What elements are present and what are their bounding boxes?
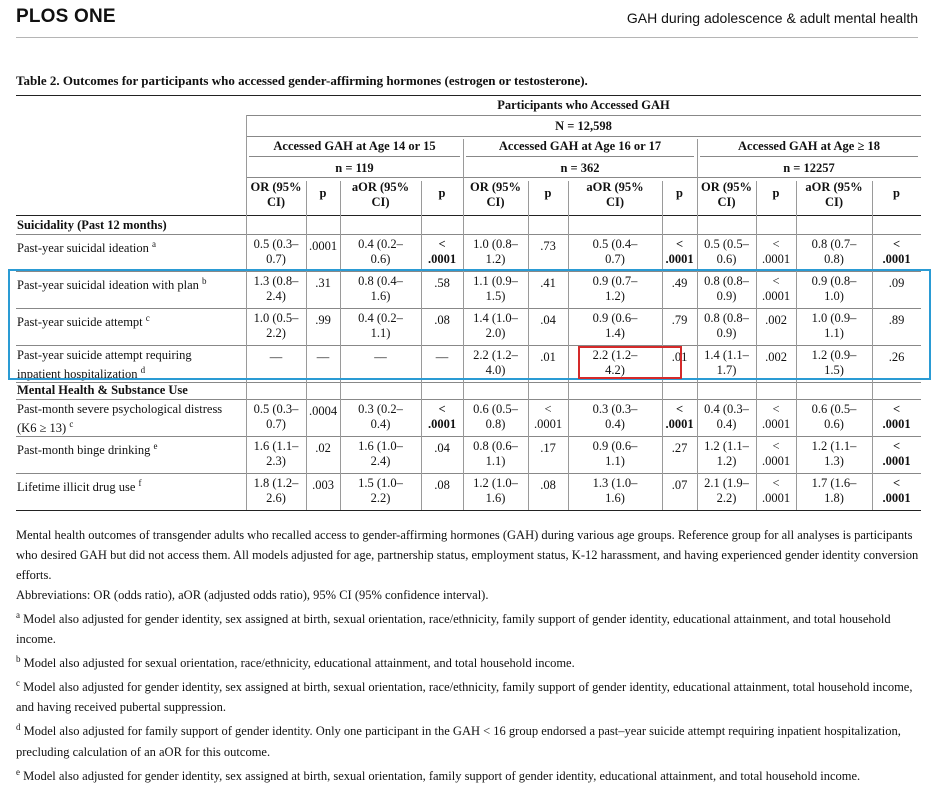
table-cell: < .0001 <box>427 402 457 431</box>
column-header: p <box>438 186 446 200</box>
blue-highlight-box <box>8 269 931 380</box>
footnote-text: Model also adjusted for sexual orientation, race/ethnicity, educational attainment, and total household income. <box>20 656 575 671</box>
table-cell: 1.7 (1.6– 1.8) <box>811 476 857 505</box>
table-cell: 0.5 (0.3– 0.7) <box>253 402 299 431</box>
table-caption: Table 2. Outcomes for participants who accessed gender-affirming hormones (estrogen or testosterone). <box>16 73 588 88</box>
table-cell: .89 <box>888 313 905 327</box>
column-divider <box>463 139 464 181</box>
footnote <box>16 762 921 786</box>
footnote-marker: b <box>16 654 21 665</box>
table-top-rule <box>16 95 921 96</box>
table-cell: .002 <box>765 350 787 364</box>
span-header: Participants who Accessed GAH <box>497 98 670 112</box>
table-cell: 1.4 (1.1– 1.7) <box>704 348 749 377</box>
row-label-text: Past-year suicidal ideation with plan <box>17 278 199 293</box>
span-n: N = 12,598 <box>555 119 612 133</box>
group-n: n = 12257 <box>783 161 835 175</box>
table-cell: 1.5 (1.0– 2.2) <box>358 476 403 505</box>
table-cell: 0.9 (0.8– 1.0) <box>811 274 857 303</box>
table-cell: 0.4 (0.2– 0.6) <box>358 237 403 266</box>
table-cell: .09 <box>888 276 905 290</box>
table-cell: 0.8 (0.8– 0.9) <box>704 274 749 303</box>
table-cell: 1.0 (0.9– 1.1) <box>811 311 857 340</box>
table-cell: 0.8 (0.4– 1.6) <box>358 274 403 303</box>
table-cell: < .0001 <box>882 476 911 505</box>
footnote-marker: c <box>16 678 20 689</box>
footnote-marker: c <box>145 313 150 323</box>
table-cell: 0.9 (0.6– 1.1) <box>592 439 638 468</box>
table-cell: .27 <box>671 441 688 455</box>
table-footnotes <box>16 525 921 786</box>
column-header: p <box>544 186 552 200</box>
row-label <box>17 439 243 458</box>
table-cell: < .0001 <box>761 274 791 303</box>
journal-name: PLOS ONE <box>16 6 116 27</box>
table-cell: –– <box>374 350 387 364</box>
row-label <box>17 476 243 495</box>
table-cell: 0.8 (0.6– 1.1) <box>473 439 518 468</box>
table-cell: < .0001 <box>665 402 694 431</box>
table-cell: .73 <box>540 239 556 253</box>
table-cell: 0.4 (0.2– 1.1) <box>358 311 403 340</box>
table-cell: –– <box>316 350 330 364</box>
table-cell: 1.2 (1.1– 1.2) <box>704 439 749 468</box>
table-cell: .08 <box>434 313 450 327</box>
table-cell: .49 <box>671 276 688 290</box>
table-cell: 1.0 (0.8– 1.2) <box>473 237 518 266</box>
table-cell: .58 <box>434 276 450 290</box>
row-label-text: Past-month binge drinking <box>17 443 151 458</box>
column-header: OR (95% CI) <box>700 180 753 209</box>
column-header: OR (95% CI) <box>250 180 302 209</box>
table-cell: 1.2 (1.0– 1.6) <box>473 476 518 505</box>
table-cell: 1.6 (1.0– 2.4) <box>358 439 403 468</box>
table-cell: 1.3 (1.0– 1.6) <box>592 476 638 505</box>
column-header: aOR (95% CI) <box>351 180 410 209</box>
row-label-text: Past-year suicide attempt <box>17 315 143 330</box>
table-cell: < .0001 <box>761 439 791 468</box>
section-rule <box>16 234 921 235</box>
row-label <box>17 402 243 436</box>
table-cell: 0.5 (0.5– 0.6) <box>704 237 749 266</box>
table-cell: 2.1 (1.9– 2.2) <box>704 476 749 505</box>
table-cell: 2.2 (1.2– 4.0) <box>473 348 518 377</box>
footnote-marker: c <box>69 419 74 429</box>
column-header: OR (95% CI) <box>469 180 522 209</box>
footnote-text: Mental health outcomes of transgender adults who recalled access to gender-affirming hormones (GAH) during various age groups. Reference group for all analyses is participants who desired GAH but did not access them. All models adjusted for age, partnership status, employment status, K-12 harassment, and having experienced gender identity conversion efforts. <box>16 528 919 582</box>
group-n: n = 362 <box>560 161 600 175</box>
group-header: Accessed GAH at Age 14 or 15 <box>273 139 436 153</box>
footnote-text: Model also adjusted for gender identity, sex assigned at birth, sexual orientation, race/ethnicity, family support of gender identity, educational attainment, total household income, and having received pubertal suppression. <box>16 680 913 715</box>
table-cell: .002 <box>765 313 787 327</box>
footnote-text: Model also adjusted for gender identity, sex assigned at birth, sexual orientation, race/ethnicity, family support of gender identity, educational attainment, and total household income. <box>16 612 891 647</box>
table-cell: 0.6 (0.5– 0.8) <box>473 402 518 431</box>
row-label-text: Past-year suicide attempt requiring inpatient hospitalization <box>17 348 192 382</box>
table-cell: .04 <box>434 441 450 455</box>
red-highlight-box <box>578 346 682 379</box>
group-n: n = 119 <box>335 161 374 175</box>
row-rule <box>16 436 921 437</box>
column-header: p <box>319 186 327 200</box>
span-n-rule <box>246 136 921 137</box>
table-cell: .02 <box>315 441 331 455</box>
table-cell: 1.2 (0.9– 1.5) <box>811 348 857 377</box>
group-rule <box>700 156 918 157</box>
table-cell: 0.6 (0.5– 0.6) <box>811 402 857 431</box>
table-cell: < .0001 <box>882 237 911 266</box>
table-cell: < .0001 <box>761 237 791 266</box>
table-cell: < .0001 <box>761 476 791 505</box>
table-cell: .01 <box>671 350 688 364</box>
table-cell: .0001 <box>308 239 338 253</box>
table-cell: 1.3 (0.8– 2.4) <box>253 274 299 303</box>
table-cell: 1.4 (1.0– 2.0) <box>473 311 518 340</box>
footnote-marker: d <box>140 365 146 375</box>
column-header: p <box>676 186 683 200</box>
header-rule <box>16 37 918 38</box>
group-n-rule <box>246 177 463 178</box>
table-cell: 2.2 (1.2– 4.2) <box>592 348 638 377</box>
table-cell: 0.5 (0.4– 0.7) <box>592 237 638 266</box>
group-header: Accessed GAH at Age ≥ 18 <box>738 139 880 153</box>
section-title: Suicidality (Past 12 months) <box>17 218 167 232</box>
table-cell: 0.8 (0.7– 0.8) <box>811 237 857 266</box>
table-cell: .31 <box>315 276 331 290</box>
table-cell: < .0001 <box>882 439 911 468</box>
table-cell: 1.0 (0.5– 2.2) <box>253 311 299 340</box>
row-label-text: Past-year suicidal ideation <box>17 241 149 256</box>
table-cell: 0.9 (0.6– 1.4) <box>592 311 638 340</box>
footnote <box>16 673 921 717</box>
table-cell: –– <box>435 350 449 364</box>
table-cell: .01 <box>540 350 556 364</box>
table-cell: .003 <box>312 478 334 492</box>
table-cell: .07 <box>671 478 688 492</box>
section-title: Mental Health & Substance Use <box>17 383 188 397</box>
footnote <box>16 605 921 649</box>
row-label-text: Past-month severe psychological distress (K6 ≥ 13) <box>17 402 223 436</box>
footnote-text: Model also adjusted for family support of gender identity. Only one participant in the GAH < 16 group endorsed a past–year suicide attempt requiring inpatient hospitalization, precluding calculation of an aOR for this outcome. <box>16 724 901 759</box>
table-cell: .17 <box>540 441 556 455</box>
footnote-marker: e <box>153 441 158 451</box>
table-cell: 0.8 (0.8– 0.9) <box>704 311 749 340</box>
table-cell: 0.3 (0.2– 0.4) <box>358 402 403 431</box>
table-cell: 1.1 (0.9– 1.5) <box>473 274 518 303</box>
row-label <box>17 237 243 256</box>
footnote <box>16 585 921 605</box>
span-rule <box>246 115 921 116</box>
running-title: GAH during adolescence & adult mental health <box>626 10 918 26</box>
group-header: Accessed GAH at Age 16 or 17 <box>498 139 662 153</box>
group-rule <box>466 156 694 157</box>
footnote-marker: e <box>16 766 20 777</box>
table-cell: .26 <box>888 350 905 364</box>
column-divider <box>697 139 698 181</box>
footnote-marker: d <box>16 722 21 733</box>
footnote-marker: b <box>202 276 207 286</box>
footnote-text: Model also adjusted for gender identity, sex assigned at birth, sexual orientation, family support of gender identity, educational attainment, and total household income. <box>20 768 861 783</box>
row-rule <box>16 473 921 474</box>
table-bottom-rule <box>16 510 921 511</box>
column-header: aOR (95% CI) <box>805 180 863 209</box>
footnote <box>16 717 921 761</box>
table-cell: .79 <box>671 313 688 327</box>
column-divider <box>246 115 247 181</box>
table-cell: –– <box>269 350 283 364</box>
section-rule <box>16 399 921 400</box>
footnote-marker: f <box>138 478 142 488</box>
footnote-marker: a <box>152 239 157 249</box>
footnote <box>16 525 921 585</box>
table-cell: < .0001 <box>761 402 791 431</box>
table-cell: .04 <box>540 313 556 327</box>
table-cell: 1.2 (1.1– 1.3) <box>811 439 857 468</box>
table-cell: .41 <box>540 276 556 290</box>
footnote-text: Abbreviations: OR (odds ratio), aOR (adjusted odds ratio), 95% CI (95% confidence interval). <box>16 588 489 602</box>
table-cell: .0004 <box>308 404 338 418</box>
table-cell: < .0001 <box>882 402 911 431</box>
table-cell: .99 <box>315 313 331 327</box>
row-label-text: Lifetime illicit drug use <box>17 480 136 495</box>
table-cell: .08 <box>434 478 450 492</box>
column-header-rule <box>16 215 921 216</box>
column-header: p <box>772 186 780 200</box>
table-cell: 1.8 (1.2– 2.6) <box>253 476 299 505</box>
column-header: aOR (95% CI) <box>586 180 644 209</box>
table-cell: 0.9 (0.7– 1.2) <box>592 274 638 303</box>
table-cell: 0.4 (0.3– 0.4) <box>704 402 749 431</box>
group-n-rule <box>463 177 697 178</box>
table-cell: < .0001 <box>533 402 563 431</box>
footnote <box>16 649 921 673</box>
table-cell: 0.3 (0.3– 0.4) <box>592 402 638 431</box>
table-cell: < .0001 <box>427 237 457 266</box>
group-rule <box>249 156 460 157</box>
table-cell: 0.5 (0.3– 0.7) <box>253 237 299 266</box>
column-header: p <box>893 186 900 200</box>
table-cell: < .0001 <box>665 237 694 266</box>
table-cell: .08 <box>540 478 556 492</box>
group-n-rule <box>697 177 921 178</box>
table-cell: 1.6 (1.1– 2.3) <box>253 439 299 468</box>
footnote-marker: a <box>16 610 20 620</box>
